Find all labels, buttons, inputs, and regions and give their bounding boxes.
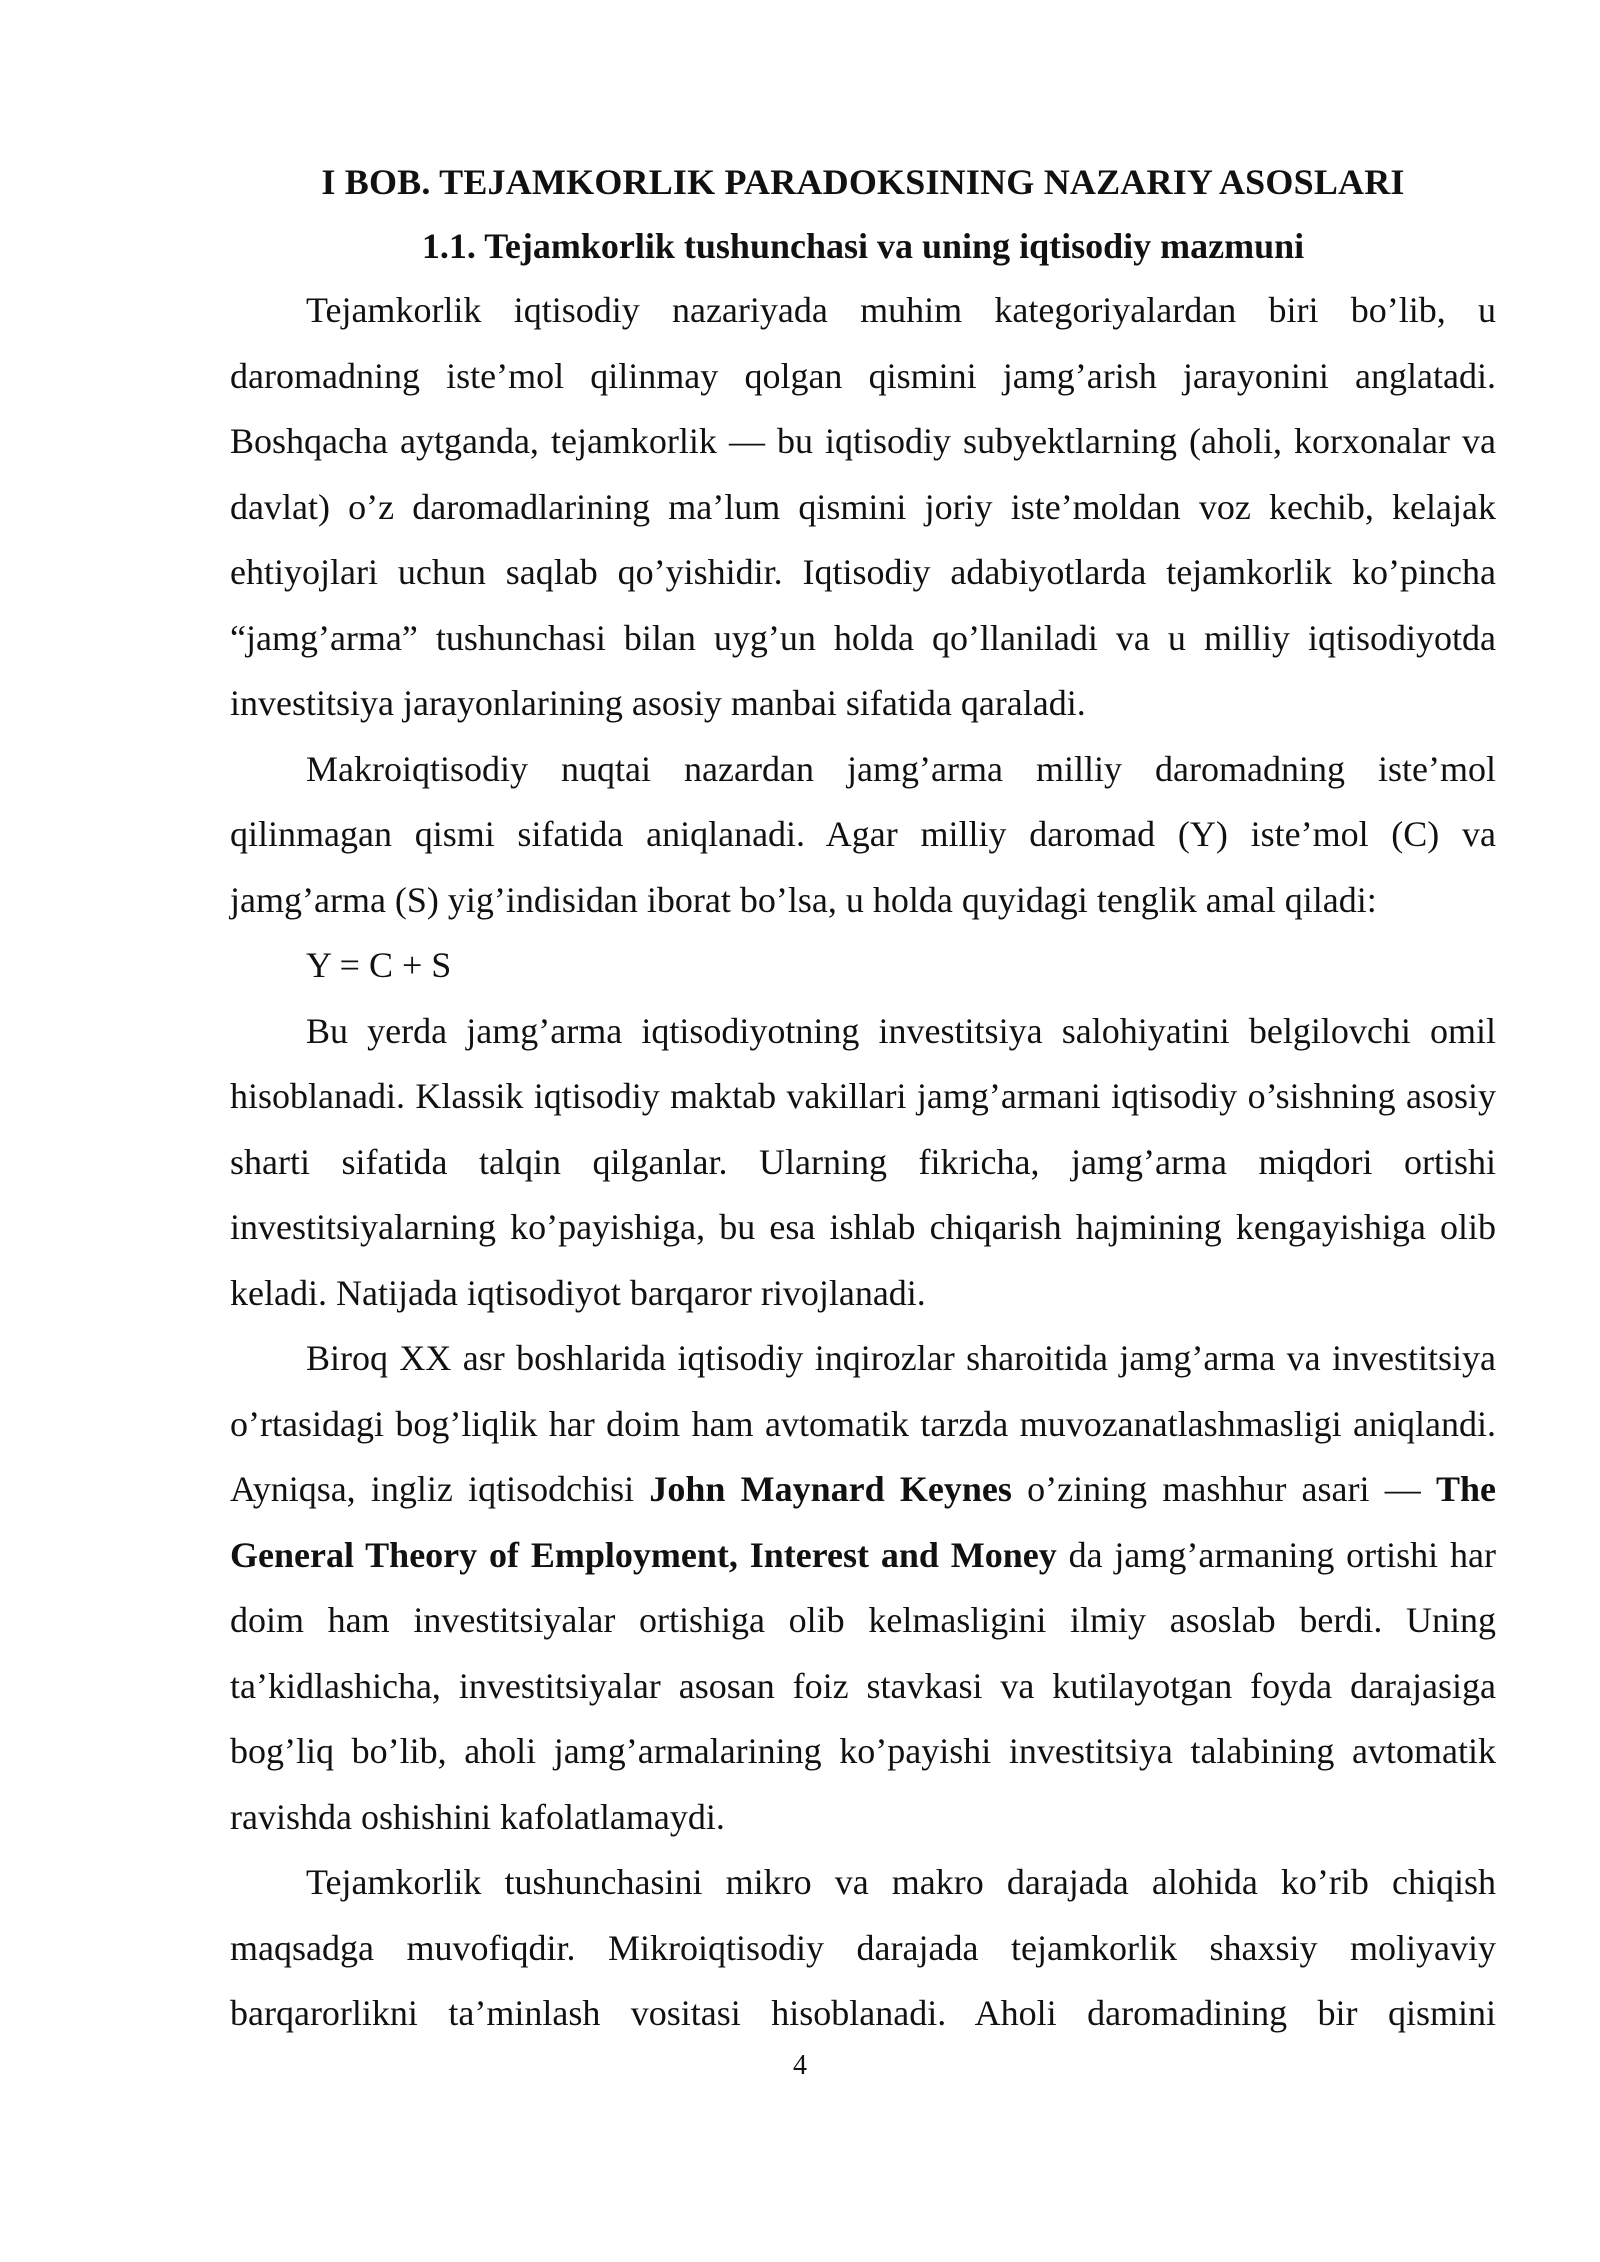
section-title: 1.1. Tejamkorlik tushunchasi va uning iqtisodiy mazmuni — [421, 226, 1305, 266]
paragraph-5: Tejamkorlik tushunchasini mikro va makro darajada alohida ko’rib chiqish maqsadga muvofiqdir. Mikroiqtisodiy darajada tejamkorlik shaxsiy moliyaviy barqarorlikni ta’minlash vositasi hisoblanadi. Aholi daromadining bir qismini — [230, 1862, 1496, 2033]
book-title: The General Theory of Employment, Interest and Money — [230, 1469, 1496, 1575]
chapter-title: I BOB. TEJAMKORLIK PARADOKSINING NAZARIY ASOSLARI — [321, 162, 1405, 202]
document-page — [230, 150, 1496, 2047]
author-name: John Maynard Keynes — [649, 1469, 1012, 1509]
paragraph-3: Bu yerda jamg’arma iqtisodiyotning investitsiya salohiyatini belgilovchi omil hisoblanadi. Klassik iqtisodiy maktab vakillari jamg’armani iqtisodiy o’sishning asosiy sharti sifatida talqin qilganlar. Ularning fikricha, jamg’arma miqdori ortishi investitsiyalarning ko’payishiga, bu esa ishlab chiqarish hajmining kengayishiga olib keladi. Natijada iqtisodiyot barqaror rivojlanadi. — [230, 1010, 1496, 1313]
formula: Y = C + S — [306, 945, 452, 985]
page-number: 4 — [793, 2050, 807, 2081]
paragraph-4-text-3: da jamg’armaning ortishi har doim ham investitsiyalar ortishiga olib kelmasligini ilmiy asoslab berdi. Uning ta’kidlashicha, investitsiyalar asosan foiz stavkasi va kutilayotgan foyda darajasiga bog’liq bo’lib, aholi jamg’armalarining ko’payishi investitsiya talabining avtomatik ravishda oshishini kafolatlamaydi. — [230, 1534, 1496, 1837]
paragraph-2: Makroiqtisodiy nuqtai nazardan jamg’arma milliy daromadning iste’mol qilinmagan qismi sifatida aniqlanadi. Agar milliy daromad (Y) iste’mol (C) va jamg’arma (S) yig’indisidan iborat bo’lsa, u holda quyidagi tenglik amal qiladi: — [230, 748, 1496, 920]
paragraph-4 — [230, 1326, 1496, 1850]
paragraph-4-text-2: o’zining mashhur asari — — [1011, 1469, 1436, 1509]
paragraph-4-text-1: Biroq XX asr boshlarida iqtisodiy inqirozlar sharoitida jamg’arma va investitsiya o’rtasidagi bog’liqlik har doim ham avtomatik tarzda muvozanatlashmasligi aniqlandi. Ayniqsa, ingliz iqtisodchisi — [230, 1338, 1496, 1509]
paragraph-1: Tejamkorlik iqtisodiy nazariyada muhim kategoriyalardan biri bo’lib, u daromadning iste’mol qilinmay qolgan qismini jamg’arish jarayonini anglatadi. Boshqacha aytganda, tejamkorlik — bu iqtisodiy subyektlarning (aholi, korxonalar va davlat) o’z daromadlarining ma’lum qismini joriy iste’moldan voz kechib, kelajak ehtiyojlari uchun saqlab qo’yishidir. Iqtisodiy adabiyotlarda tejamkorlik ko’pincha “jamg’arma” tushunchasi bilan uyg’un holda qo’llaniladi va u milliy iqtisodiyotda investitsiya jarayonlarining asosiy manbai sifatida qaraladi. — [230, 290, 1496, 723]
